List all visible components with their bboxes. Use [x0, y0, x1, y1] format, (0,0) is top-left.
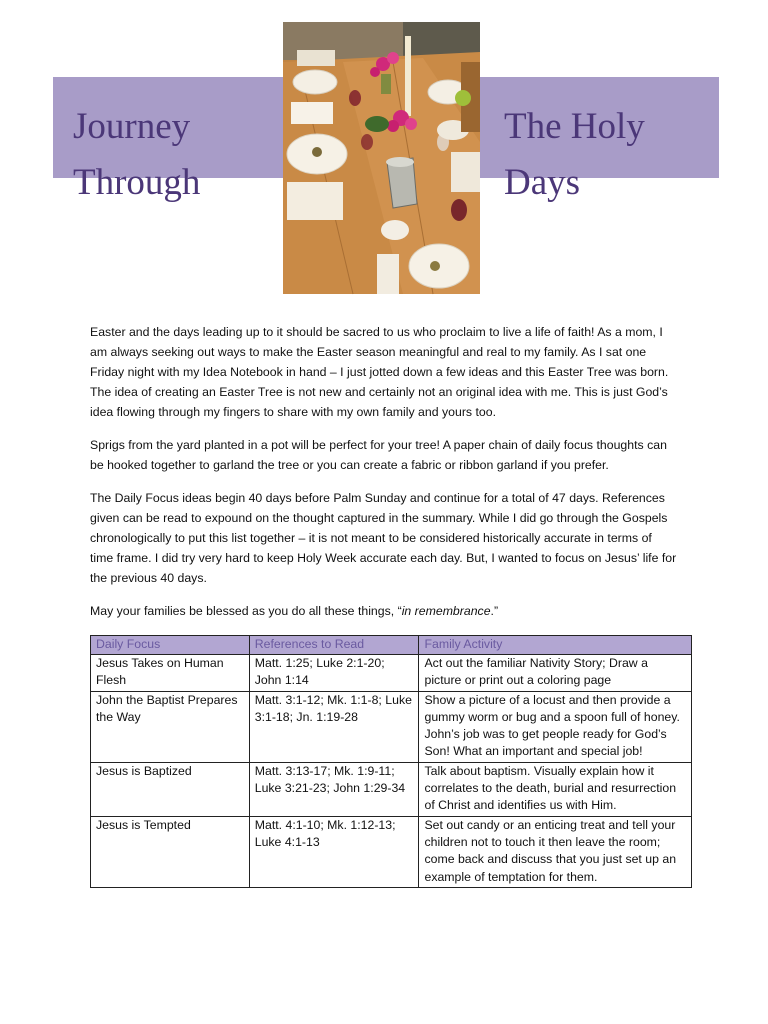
table-row: [91, 762, 692, 816]
header-references: References to Read: [249, 636, 419, 655]
table-row: [91, 816, 692, 887]
blessing-paragraph: [90, 601, 678, 621]
cell-focus: Jesus Takes on Human Flesh: [91, 655, 250, 692]
cell-activity: Talk about baptism. Visually explain how it correlates to the death, burial and resurrection of Christ and identifies us with Him.: [419, 762, 692, 816]
blessing-italic: in remembrance: [401, 604, 491, 618]
cell-focus: Jesus is Tempted: [91, 816, 250, 887]
table-header-row: [91, 636, 692, 655]
tree-paragraph: Sprigs from the yard planted in a pot will be perfect for your tree! A paper chain of daily focus thoughts can be hooked together to garland the tree or you can create a fabric or ribbon garland if you prefer.: [90, 438, 667, 472]
header-daily-focus: Daily Focus: [91, 636, 250, 655]
cell-activity: Act out the familiar Nativity Story; Draw a picture or print out a coloring page: [419, 655, 692, 692]
table-row: [91, 655, 692, 692]
cell-refs: Matt. 1:25; Luke 2:1-20; John 1:14: [249, 655, 419, 692]
cell-activity: Set out candy or an enticing treat and tell your children not to touch it then leave the room; come back and discuss that you just set up an example of temptation for them.: [419, 816, 692, 887]
table-setting-photo: [283, 22, 480, 294]
blessing-text: May your families be blessed as you do all these things, “: [90, 604, 402, 618]
table-row: [91, 691, 692, 762]
cell-focus: Jesus is Baptized: [91, 762, 250, 816]
cell-refs: Matt. 3:13-17; Mk. 1:9-11; Luke 3:21-23; John 1:29-34: [249, 762, 419, 816]
cell-focus: John the Baptist Prepares the Way: [91, 691, 250, 762]
cell-refs: Matt. 4:1-10; Mk. 1:12-13; Luke 4:1-13: [249, 816, 419, 887]
daily-focus-paragraph: The Daily Focus ideas begin 40 days before Palm Sunday and continue for a total of 47 days. References given can be read to expound on the thought captured in the summary. While I did go through the Gospels chronologically to put this list together – it is not meant to be considered historically accurate in terms of time frame. I did try very hard to keep Holy Week accurate each day. But, I wanted to focus on Jesus’ life for the previous 40 days.: [90, 491, 677, 585]
banner-title-left: Journey Through: [73, 106, 201, 203]
daily-focus-table: [90, 635, 692, 888]
banner-title-right: The Holy Days: [504, 106, 645, 203]
cell-activity: Show a picture of a locust and then provide a gummy worm or bug and a spoon full of honey. John’s job was to get people ready for God’s Son! What an important and special job!: [419, 691, 692, 762]
intro-paragraph: Easter and the days leading up to it should be sacred to us who proclaim to live a life of faith! As a mom, I am always seeking out ways to make the Easter season meaningful and real to my family. As I sat one Friday night with my Idea Notebook in hand – I just jotted down a few ideas and this Easter Tree was born. The idea of creating an Easter Tree is not new and certainly not an original idea with me. This is just God’s idea flowing through my fingers to share with my own family and yours too.: [90, 325, 669, 419]
cell-refs: Matt. 3:1-12; Mk. 1:1-8; Luke 3:1-18; Jn. 1:19-28: [249, 691, 419, 762]
header-family-activity: Family Activity: [419, 636, 692, 655]
blessing-end: .”: [490, 604, 499, 618]
